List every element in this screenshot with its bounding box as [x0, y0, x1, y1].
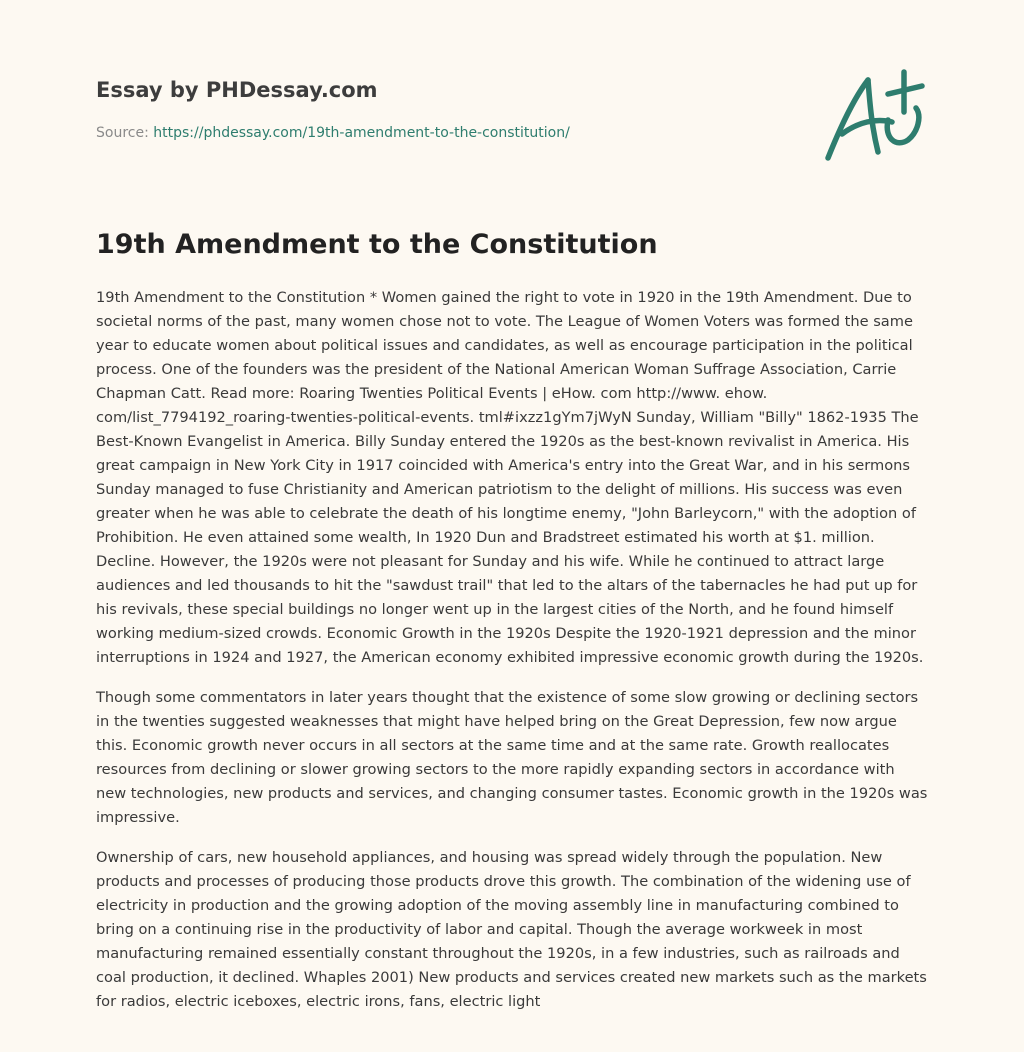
site-brand: Essay by PHDessay.com	[96, 78, 378, 102]
essay-paragraph-2: Though some commentators in later years thought that the existence of some slow growing or declining sectors in the twenties suggested weaknesses that might have helped bring on the Great Depression, few now argue this. Economic growth never occurs in all sectors at the same time and at the same rate. Growth reallocates resources from declining or slower growing sectors to the more rapidly expanding sectors in accordance with new technologies, new products and services, and changing consumer tastes. Economic growth in the 1920s was impressive.	[96, 689, 928, 826]
essay-paragraph-1: 19th Amendment to the Constitution * Women gained the right to vote in 1920 in the 19th Amendment. Due to societal norms of the past, many women chose not to vote. The League of Women Voters was formed the same year to educate women about political issues and candidates, as well as encourage participation in the political process. One of the founders was the president of the National American Woman Suffrage Association, Carrie Chapman Catt. Read more: Roaring Twenties Political Events | eHow. com http://www. ehow. com/list_7794192_roaring-twenties-political-events. tml#ixzz1gYm7jWyN Sunday, William "Billy" 1862-1935 The Best-Known Evangelist in America. Billy Sunday entered the 1920s as the best-known revivalist in America. His great campaign in New York City in 1917 coincided with America's entry into the Great War, and in his sermons Sunday managed to fuse Christianity and American patriotism to the delight of millions. His success was even greater when he was able to celebrate the death of his longtime enemy, "John Barleycorn," with the adoption of Prohibition. He even attained some wealth, In 1920 Dun and Bradstreet estimated his worth at $1. million. Decline. However, the 1920s were not pleasant for Sunday and his wife. While he continued to attract large audiences and led thousands to hit the "sawdust trail" that led to the altars of the tabernacles he had put up for his revivals, these special buildings no longer went up in the largest cities of the North, and he found himself working medium-sized crowds. Economic Growth in the 1920s Despite the 1920-1921 depression and the minor interruptions in 1924 and 1927, the American economy exhibited impressive economic growth during the 1920s.	[96, 289, 924, 666]
source-line	[96, 123, 796, 143]
a-plus-grade-icon	[818, 66, 930, 166]
essay-paragraph-3: Ownership of cars, new household appliances, and housing was spread widely through the population. New products and processes of producing those products drove this growth. The combination of the widening use of electricity in production and the growing adoption of the moving assembly line in manufacturing combined to bring on a continuing rise in the productivity of labor and capital. Though the average workweek in most manufacturing remained essentially constant throughout the 1920s, in a few industries, such as railroads and coal production, it declined. Whaples 2001) New products and services created new markets such as the markets for radios, electric iceboxes, electric irons, fans, electric light	[96, 849, 927, 1010]
essay-title: 19th Amendment to the Constitution	[96, 229, 658, 260]
essay-body	[96, 286, 928, 1030]
source-label: Source:	[96, 125, 149, 141]
source-link[interactable]: https://phdessay.com/19th-amendment-to-the-constitution/	[153, 125, 570, 141]
page-header	[96, 76, 796, 143]
